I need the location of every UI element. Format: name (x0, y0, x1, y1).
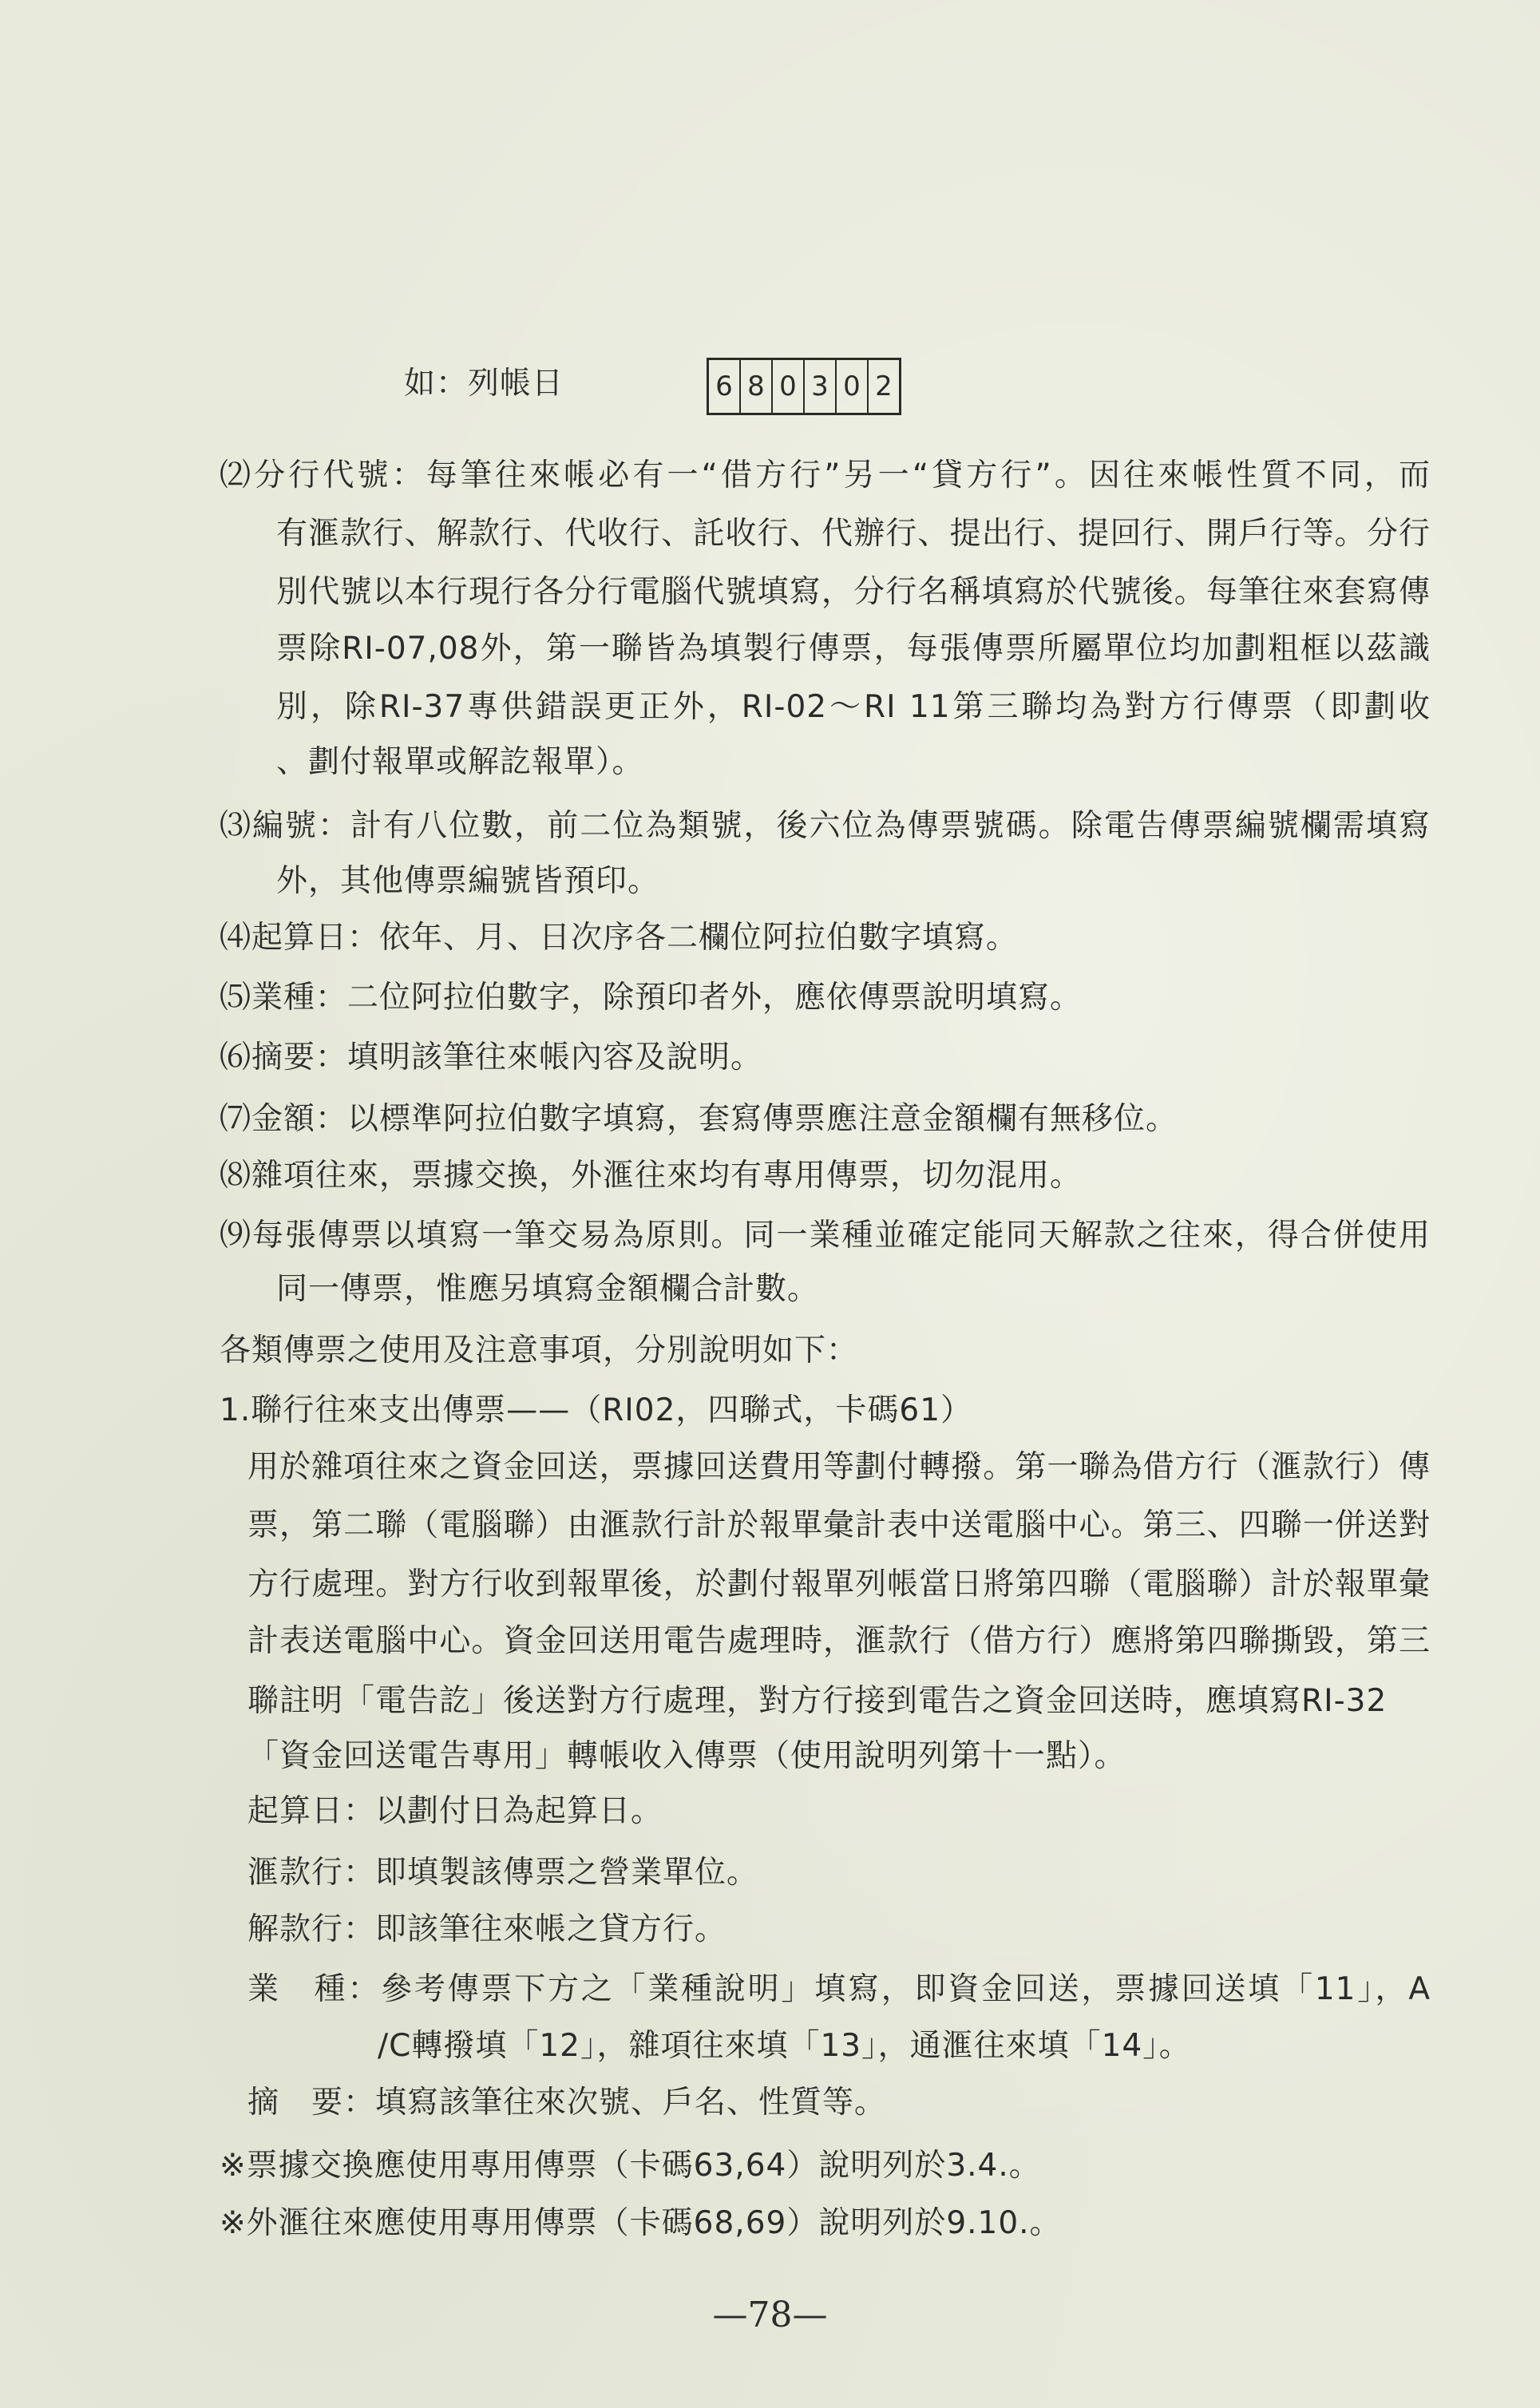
text-line: 票除RI-07,08外，第一聯皆為填製行傳票，每張傳票所屬單位均加劃粗框以茲識 (276, 631, 1431, 667)
digit-cell: 0 (773, 360, 805, 413)
field-business-type: 業 種：參考傳票下方之「業種說明」填寫，即資金回送，票據回送填「11」，A (247, 1971, 1431, 2007)
digit-cell: 2 (875, 370, 893, 402)
text-line: 、劃付報單或解訖報單）。 (276, 744, 644, 780)
text-line: 有滙款行、解款行、代收行、託收行、代辦行、提出行、提回行、開戶行等。分行 (276, 516, 1431, 552)
field-remitting-bank: 滙款行：即填製該傳票之營業單位。 (247, 1855, 759, 1891)
text-line: 同一傳票，惟應另填寫金額欄合計數。 (276, 1271, 820, 1307)
digit-cell: 6 (709, 360, 741, 413)
item-7-amount: ⑺金額：以標準阿拉伯數字填寫，套寫傳票應注意金額欄有無移位。 (220, 1101, 1178, 1137)
note-foreign-exchange: ※外滙往來應使用專用傳票（卡碼68,69）說明列於9.10.。 (220, 2205, 1062, 2241)
field-summary: 摘 要：填寫該筆往來次號、戶名、性質等。 (247, 2085, 887, 2121)
posting-date-digit-box (707, 358, 901, 415)
text-line: 方行處理。對方行收到報單後，於劃付報單列帳當日將第四聯（電腦聯）計於報單彙 (247, 1566, 1431, 1602)
digit-cell: 0 (837, 360, 869, 413)
item-9-per-voucher: ⑼每張傳票以填寫一筆交易為原則。同一業種並確定能同天解款之往來，得合併使用 (220, 1218, 1431, 1254)
note-clearing: ※票據交換應使用專用傳票（卡碼63,64）說明列於3.4.。 (220, 2148, 1041, 2184)
item-4-start-date: ⑷起算日：依年、月、日次序各二欄位阿拉伯數字填寫。 (220, 920, 1019, 956)
item-2-branch-code: ⑵分行代號：每筆往來帳必有一“借方行”另一“貸方行”。因往來帳性質不同，而 (220, 457, 1431, 493)
item-8-misc: ⑻雜項往來，票據交換，外滙往來均有專用傳票，切勿混用。 (220, 1158, 1083, 1194)
page-number: —78— (712, 2295, 828, 2335)
text-line: 票，第二聯（電腦聯）由滙款行計於報單彙計表中送電腦中心。第三、四聯一併送對 (247, 1507, 1431, 1543)
digit-cell: 8 (741, 360, 773, 413)
text-line: 外，其他傳票編號皆預印。 (276, 863, 660, 899)
text-line: 聯註明「電告訖」後送對方行處理，對方行接到電告之資金回送時，應填寫RI-32 (247, 1683, 1388, 1719)
section-1-heading: 1.聯行往來支出傳票——（RI02，四聯式，卡碼61） (220, 1392, 973, 1428)
item-3-number: ⑶編號：計有八位數，前二位為類號，後六位為傳票號碼。除電告傳票編號欄需填寫 (220, 808, 1431, 844)
text-line: /C轉撥填「12」，雜項往來填「13」，通滙往來填「14」。 (378, 2028, 1191, 2064)
example-label: 如：列帳日 (404, 366, 564, 402)
section-intro: 各類傳票之使用及注意事項，分別說明如下： (220, 1333, 859, 1368)
text-line: 計表送電腦中心。資金回送用電告處理時，滙款行（借方行）應將第四聯撕毀，第三 (247, 1623, 1431, 1659)
text-line: 「資金回送電告專用」轉帳收入傳票（使用說明列第十一點）。 (247, 1738, 1126, 1774)
field-paying-bank: 解款行：即該筆往來帳之貸方行。 (247, 1911, 727, 1947)
text-line: 用於雜項往來之資金回送，票據回送費用等劃付轉撥。第一聯為借方行（滙款行）傳 (247, 1449, 1431, 1485)
digit-cell: 3 (805, 360, 837, 413)
item-5-business-type: ⑸業種：二位阿拉伯數字，除預印者外，應依傳票說明填寫。 (220, 980, 1083, 1016)
text-line: 別代號以本行現行各分行電腦代號填寫，分行名稱填寫於代號後。每筆往來套寫傳 (276, 574, 1431, 610)
item-6-summary: ⑹摘要：填明該筆往來帳內容及說明。 (220, 1040, 763, 1075)
text-line: 別，除RI-37專供錯誤更正外，RI-02～RI 11第三聯均為對方行傳票（即劃收 (276, 689, 1431, 725)
field-start-date: 起算日：以劃付日為起算日。 (247, 1793, 663, 1829)
